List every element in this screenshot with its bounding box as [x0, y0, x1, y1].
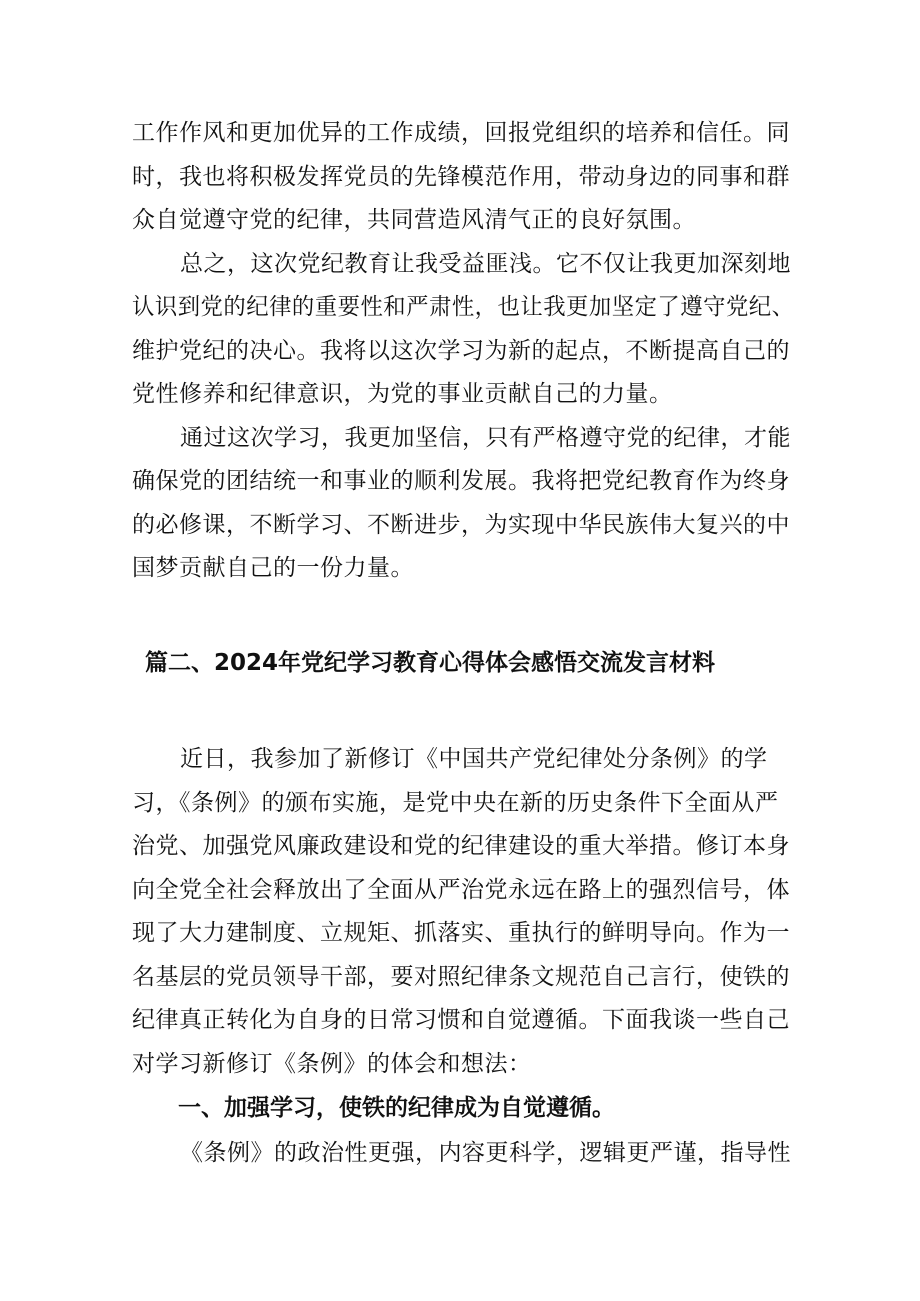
body-line: 确保党的团结统一和事业的顺利发展。我将把党纪教育作为终身: [132, 468, 790, 494]
body-line: 时，我也将积极发挥党员的先锋模范作用，带动身边的同事和群: [132, 164, 790, 190]
body-line: 国梦贡献自己的一份力量。: [132, 555, 414, 581]
body-line: 工作作风和更加优异的工作成绩，回报党组织的培养和信任。同: [132, 120, 790, 146]
body-line: 总之，这次党纪教育让我受益匪浅。它不仅让我更加深刻地: [180, 251, 791, 277]
body-line: 认识到党的纪律的重要性和严肃性，也让我更加坚定了遵守党纪、: [132, 294, 795, 320]
section-title: 篇二、2024年党纪学习教育心得体会感悟交流发言材料: [145, 650, 716, 676]
body-line: 名基层的党员领导干部，要对照纪律条文规范自己言行，使铁的: [132, 964, 790, 990]
body-line: 现了大力建制度、立规矩、抓落实、重执行的鲜明导向。作为一: [132, 920, 790, 946]
body-line: 治党、加强党风廉政建设和党的纪律建设的重大举措。修订本身: [132, 833, 790, 859]
body-line: 纪律真正转化为自身的日常习惯和自觉遵循。下面我谈一些自己: [132, 1007, 790, 1033]
body-line: 的必修课，不断学习、不断进步，为实现中华民族伟大复兴的中: [132, 512, 790, 538]
body-line: 向全党全社会释放出了全面从严治党永远在路上的强烈信号，体: [132, 877, 790, 903]
body-line: 对学习新修订《条例》的体会和想法：: [132, 1051, 532, 1077]
body-line: 习，《条例》的颁布实施，是党中央在新的历史条件下全面从严: [132, 790, 779, 816]
body-line: 通过这次学习，我更加坚信，只有严格遵守党的纪律，才能: [180, 425, 791, 451]
subheading: 一、加强学习，使铁的纪律成为自觉遵循。: [178, 1095, 615, 1121]
body-line: 近日，我参加了新修订《中国共产党纪律处分条例》的学: [180, 746, 768, 772]
body-line: 《条例》的政治性更强，内容更科学，逻辑更严谨，指导性: [180, 1140, 791, 1166]
body-line: 维护党纪的决心。我将以这次学习为新的起点，不断提高自己的: [132, 338, 790, 364]
body-line: 众自觉遵守党的纪律，共同营造风清气正的良好氛围。: [132, 207, 696, 233]
body-line: 党性修养和纪律意识，为党的事业贡献自己的力量。: [132, 381, 673, 407]
